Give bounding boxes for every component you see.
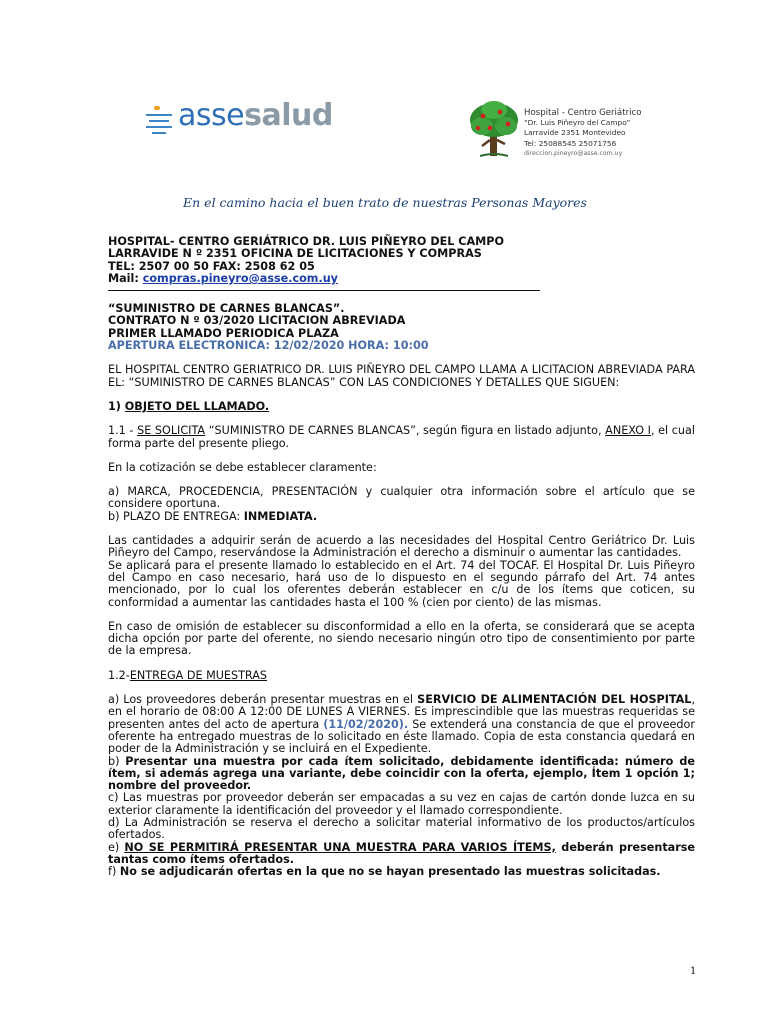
hospital-info-line: Larravide 2351 Montevideo — [524, 128, 626, 138]
muestras-item-a — [108, 694, 695, 755]
logo-lines-icon — [146, 102, 174, 136]
text-run: f) — [108, 865, 120, 879]
text-run: (11/02/2020). — [323, 717, 409, 731]
text-run: b) PLAZO DE ENTREGA: — [108, 509, 244, 523]
text-run: Presentar una muestra por cada ítem solicitado, debidamente identificada: número de ítem, si además agrega una variante, debe coincidir con la oferta, ejemplo, Ítem 1 opción 1; nombre del proveedor. — [108, 754, 695, 793]
page-number: 1 — [690, 966, 697, 977]
hospital-info — [524, 108, 641, 159]
hospital-logo — [468, 100, 688, 162]
cotizacion-paragraph: En la cotización se debe establecer claramente: — [108, 460, 377, 474]
mail-label: Mail: — [108, 271, 143, 285]
section-number: 1) — [108, 399, 125, 413]
address-line: TEL: 2507 00 50 FAX: 2508 62 05 — [108, 259, 315, 273]
text-run: Se extenderá una constancia de que el proveedor oferente ha entregado muestras de lo solicitado en éste llamado. Copia de esta constancia quedará en poder de la Administración y se incluirá en el Expediente. — [108, 717, 695, 756]
muestras-item-d: d) La Administración se reserva el derecho a solicitar material informativo de los productos/artículos ofertados. — [108, 815, 695, 842]
cantidades-paragraph: Se aplicará para el presente llamado lo establecido en el Art. 74 del TOCAF. El Hospital Dr. Luis Piñeyro del Campo en caso necesario, hará uso de lo dispuesto en el segundo párrafo del Art. 74 antes mencionado, por lo cual los oferentes deberán establecer en c/u de los ítems que coticen, su conformidad a aumentar las cantidades hasta el 100 % (cien por ciento) de las mismas. — [108, 558, 695, 609]
asse-salud-logo — [146, 98, 336, 138]
mail-link[interactable]: compras.pineyro@asse.com.uy — [142, 271, 338, 285]
paragraph-1-1 — [108, 425, 695, 450]
text-run: INMEDIATA. — [243, 509, 318, 523]
hospital-info-line: Hospital - Centro Geriátrico — [524, 108, 642, 118]
section-title: ENTREGA DE MUESTRAS — [129, 668, 267, 682]
title-line: PRIMER LLAMADO PERIODICA PLAZA — [108, 326, 339, 340]
text-run: a) Los proveedores deberán presentar muestras en el — [108, 693, 418, 707]
mail-line — [108, 273, 695, 285]
section-heading — [108, 401, 695, 413]
slogan: En el camino hacia el buen trato de nuestras Personas Mayores — [183, 195, 587, 210]
logo-text: assesalud — [178, 98, 333, 133]
title-line: CONTRATO N º 03/2020 LICITACION ABREVIADA — [108, 314, 406, 328]
hospital-info-line: Tel: 25088545 25071756 — [524, 138, 617, 148]
text-run: b) — [108, 754, 126, 768]
document-body — [108, 236, 695, 878]
text-run: , el cual forma parte del presente pliego. — [108, 424, 695, 450]
apertura-line: APERTURA ELECTRONICA: 12/02/2020 HORA: 10:00 — [108, 339, 429, 353]
text-run: deberán presentarse tantas como ítems ofertados. — [108, 840, 695, 866]
muestras-item-b — [108, 756, 695, 793]
muestras-item-f — [108, 866, 695, 878]
text-run: NO SE PERMITIRÁ PRESENTAR UNA MUESTRA PARA VARIOS ÍTEMS, — [124, 840, 556, 854]
item-a: a) MARCA, PROCEDENCIA, PRESENTACIÓN y cualquier otra información sobre el artículo que se considere oportuna. — [108, 485, 695, 511]
text-run: No se adjudicarán ofertas en la que no se hayan presentado las muestras solicitadas. — [119, 865, 661, 879]
address-line: LARRAVIDE N º 2351 OFICINA DE LICITACIONES Y COMPRAS — [108, 247, 482, 261]
omision-paragraph: En caso de omisión de establecer su disconformidad a ello en la oferta, se considerará que se acepta dicha opción por parte del oferente, no siendo necesario ningún otro tipo de consentimiento por parte de la empresa. — [108, 619, 695, 658]
text-run: e) — [108, 840, 125, 854]
text-run: , en el horario de 08:00 A 12:00 DE LUNES A VIERNES. Es imprescindible que las muestras requeridas se presenten antes del acto de apertura — [108, 693, 695, 731]
text-run: SE SOLICITA — [137, 424, 206, 438]
section-heading — [108, 670, 695, 682]
intro-paragraph: EL HOSPITAL CENTRO GERIATRICO DR. LUIS PIÑEYRO DEL CAMPO LLAMA A LICITACION ABREVIADA PARA EL: “SUMINISTRO DE CARNES BLANCAS” CON LAS CONDICIONES Y DETALLES QUE SIGUEN: — [108, 363, 695, 389]
muestras-item-e — [108, 842, 695, 867]
section-title: OBJETO DEL LLAMADO. — [124, 399, 270, 413]
text-run: ANEXO I — [605, 424, 651, 438]
section-number: 1.2- — [108, 668, 130, 682]
text-run: 1.1 - — [108, 424, 138, 438]
tree-icon — [468, 100, 520, 160]
cantidades-paragraph: Las cantidades a adquirir serán de acuerdo a las necesidades del Hospital Centro Geriátrico Dr. Luis Piñeyro del Campo, reservándose la Administración el derecho a disminuir o aumentar las cantidades. — [108, 534, 695, 560]
hospital-info-email: direccion.pineyro@asse.com.uy — [524, 149, 623, 157]
address-line: HOSPITAL- CENTRO GERIÁTRICO DR. LUIS PIÑEYRO DEL CAMPO — [108, 235, 504, 248]
text-run: SERVICIO DE ALIMENTACIÓN DEL HOSPITAL — [417, 693, 692, 707]
title-line: “SUMINISTRO DE CARNES BLANCAS”. — [108, 302, 345, 316]
hospital-info-line: “Dr. Luis Piñeyro del Campo” — [524, 118, 631, 128]
muestras-item-c: c) Las muestras por proveedor deberán ser empacadas a su vez en cajas de cartón donde luzca en su exterior claramente la identificación del proveedor y el llamado correspondiente. — [108, 791, 695, 817]
text-run: “SUMINISTRO DE CARNES BLANCAS”, según figura en listado adjunto, — [205, 424, 606, 438]
item-b — [108, 511, 695, 523]
